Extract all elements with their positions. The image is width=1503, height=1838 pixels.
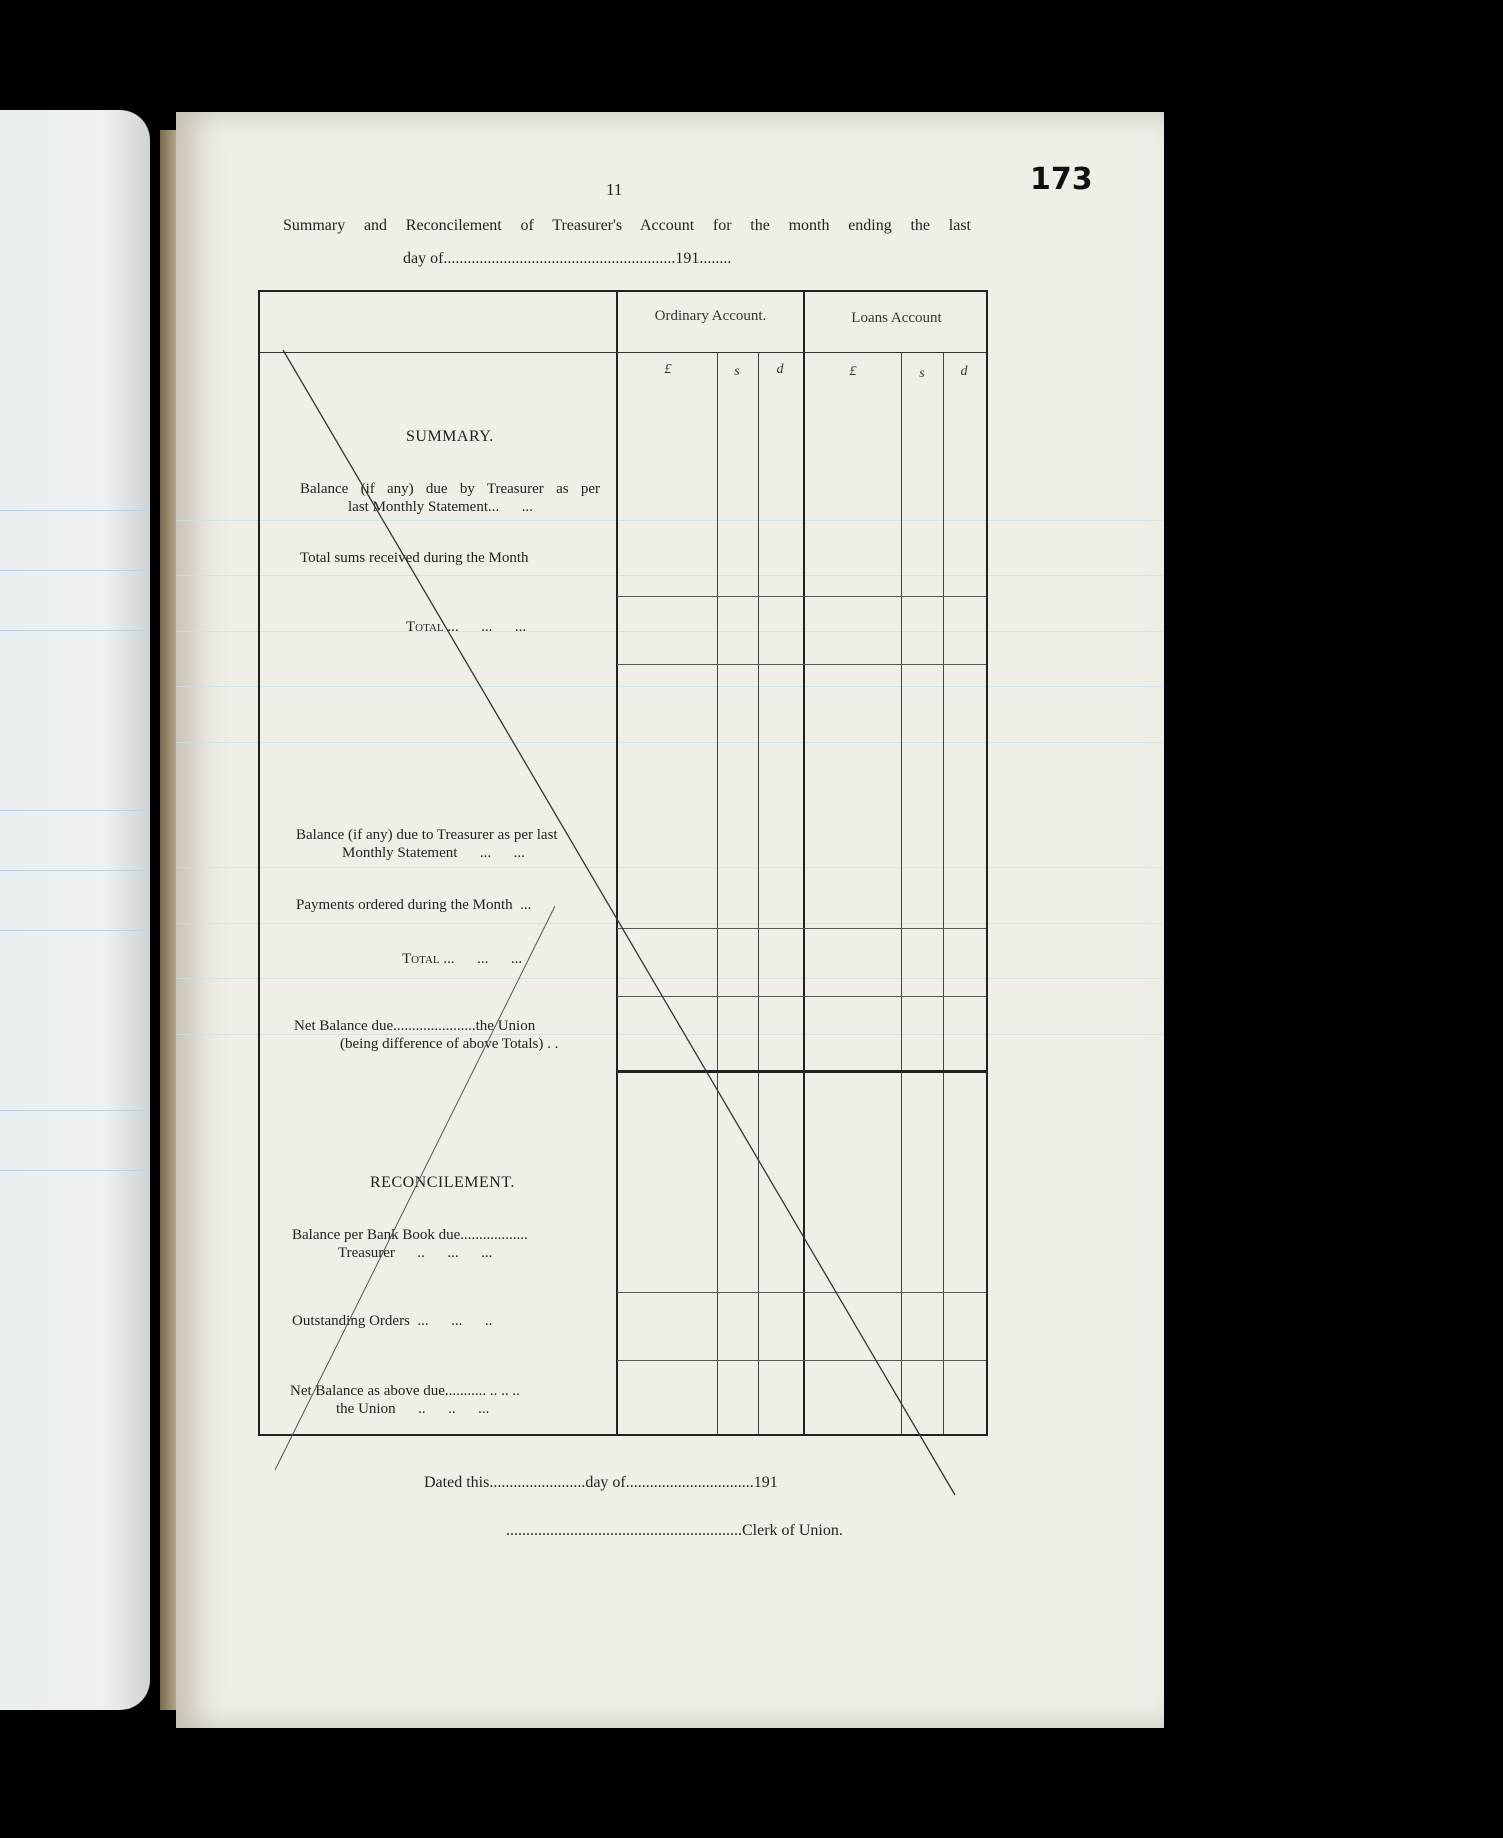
- summary-total-2: Total ... ... ...: [402, 951, 523, 967]
- pounds-unit-ordinary: £: [664, 362, 672, 377]
- form-heading: Summary and Reconcilement of Treasurer's Account for the month ending the last: [283, 217, 971, 234]
- shillings-unit-ordinary: s: [734, 364, 740, 379]
- summary-row-balance-due-to-treasurer-cont: Monthly Statement ... ...: [342, 845, 525, 861]
- diagonal-strike-line: [283, 350, 955, 1495]
- reconcilement-row-net-balance-cont: the Union .. .. ...: [336, 1401, 490, 1417]
- stamped-folio-number: 173: [1030, 162, 1093, 197]
- return-strike-line: [275, 906, 555, 1470]
- summary-row-total-received: Total sums received during the Month: [300, 550, 529, 566]
- pounds-unit-loans: £: [849, 364, 857, 379]
- shillings-unit-loans: s: [919, 366, 925, 381]
- reconcilement-row-net-balance: Net Balance as above due........... .. .. ..: [290, 1383, 520, 1399]
- form-heading-date-line: day of..........................................................191........: [403, 250, 732, 267]
- pence-unit-ordinary: d: [776, 362, 784, 377]
- summary-row-balance-due-to-treasurer: Balance (if any) due to Treasurer as per last: [296, 827, 558, 843]
- reconcilement-row-outstanding-orders: Outstanding Orders ... ... ..: [292, 1313, 493, 1329]
- summary-row-payments-ordered: Payments ordered during the Month ...: [296, 897, 532, 913]
- reconcilement-title: RECONCILEMENT.: [370, 1174, 515, 1191]
- page-number: 11: [606, 180, 623, 199]
- dated-line: Dated this........................day of................................191: [424, 1474, 778, 1491]
- summary-title: SUMMARY.: [406, 428, 494, 445]
- clerk-signature-line: ...........................................................Clerk of Union.: [506, 1522, 843, 1539]
- summary-total-1: Total ... ... ...: [406, 619, 527, 635]
- reconcilement-row-bank-book-cont: Treasurer .. ... ...: [338, 1245, 493, 1261]
- summary-row-net-balance: Net Balance due......................the Union: [294, 1018, 536, 1034]
- summary-row-balance-due-by-treasurer: Balance (if any) due by Treasurer as per: [300, 481, 600, 497]
- ordinary-account-heading: Ordinary Account.: [654, 308, 767, 324]
- loans-account-heading: Loans Account: [851, 310, 942, 326]
- reconcilement-row-bank-book: Balance per Bank Book due..................: [292, 1227, 528, 1243]
- summary-row-net-balance-cont: (being difference of above Totals) . .: [340, 1036, 559, 1052]
- summary-row-balance-due-by-treasurer-cont: last Monthly Statement... ...: [348, 499, 533, 515]
- pence-unit-loans: d: [960, 364, 968, 379]
